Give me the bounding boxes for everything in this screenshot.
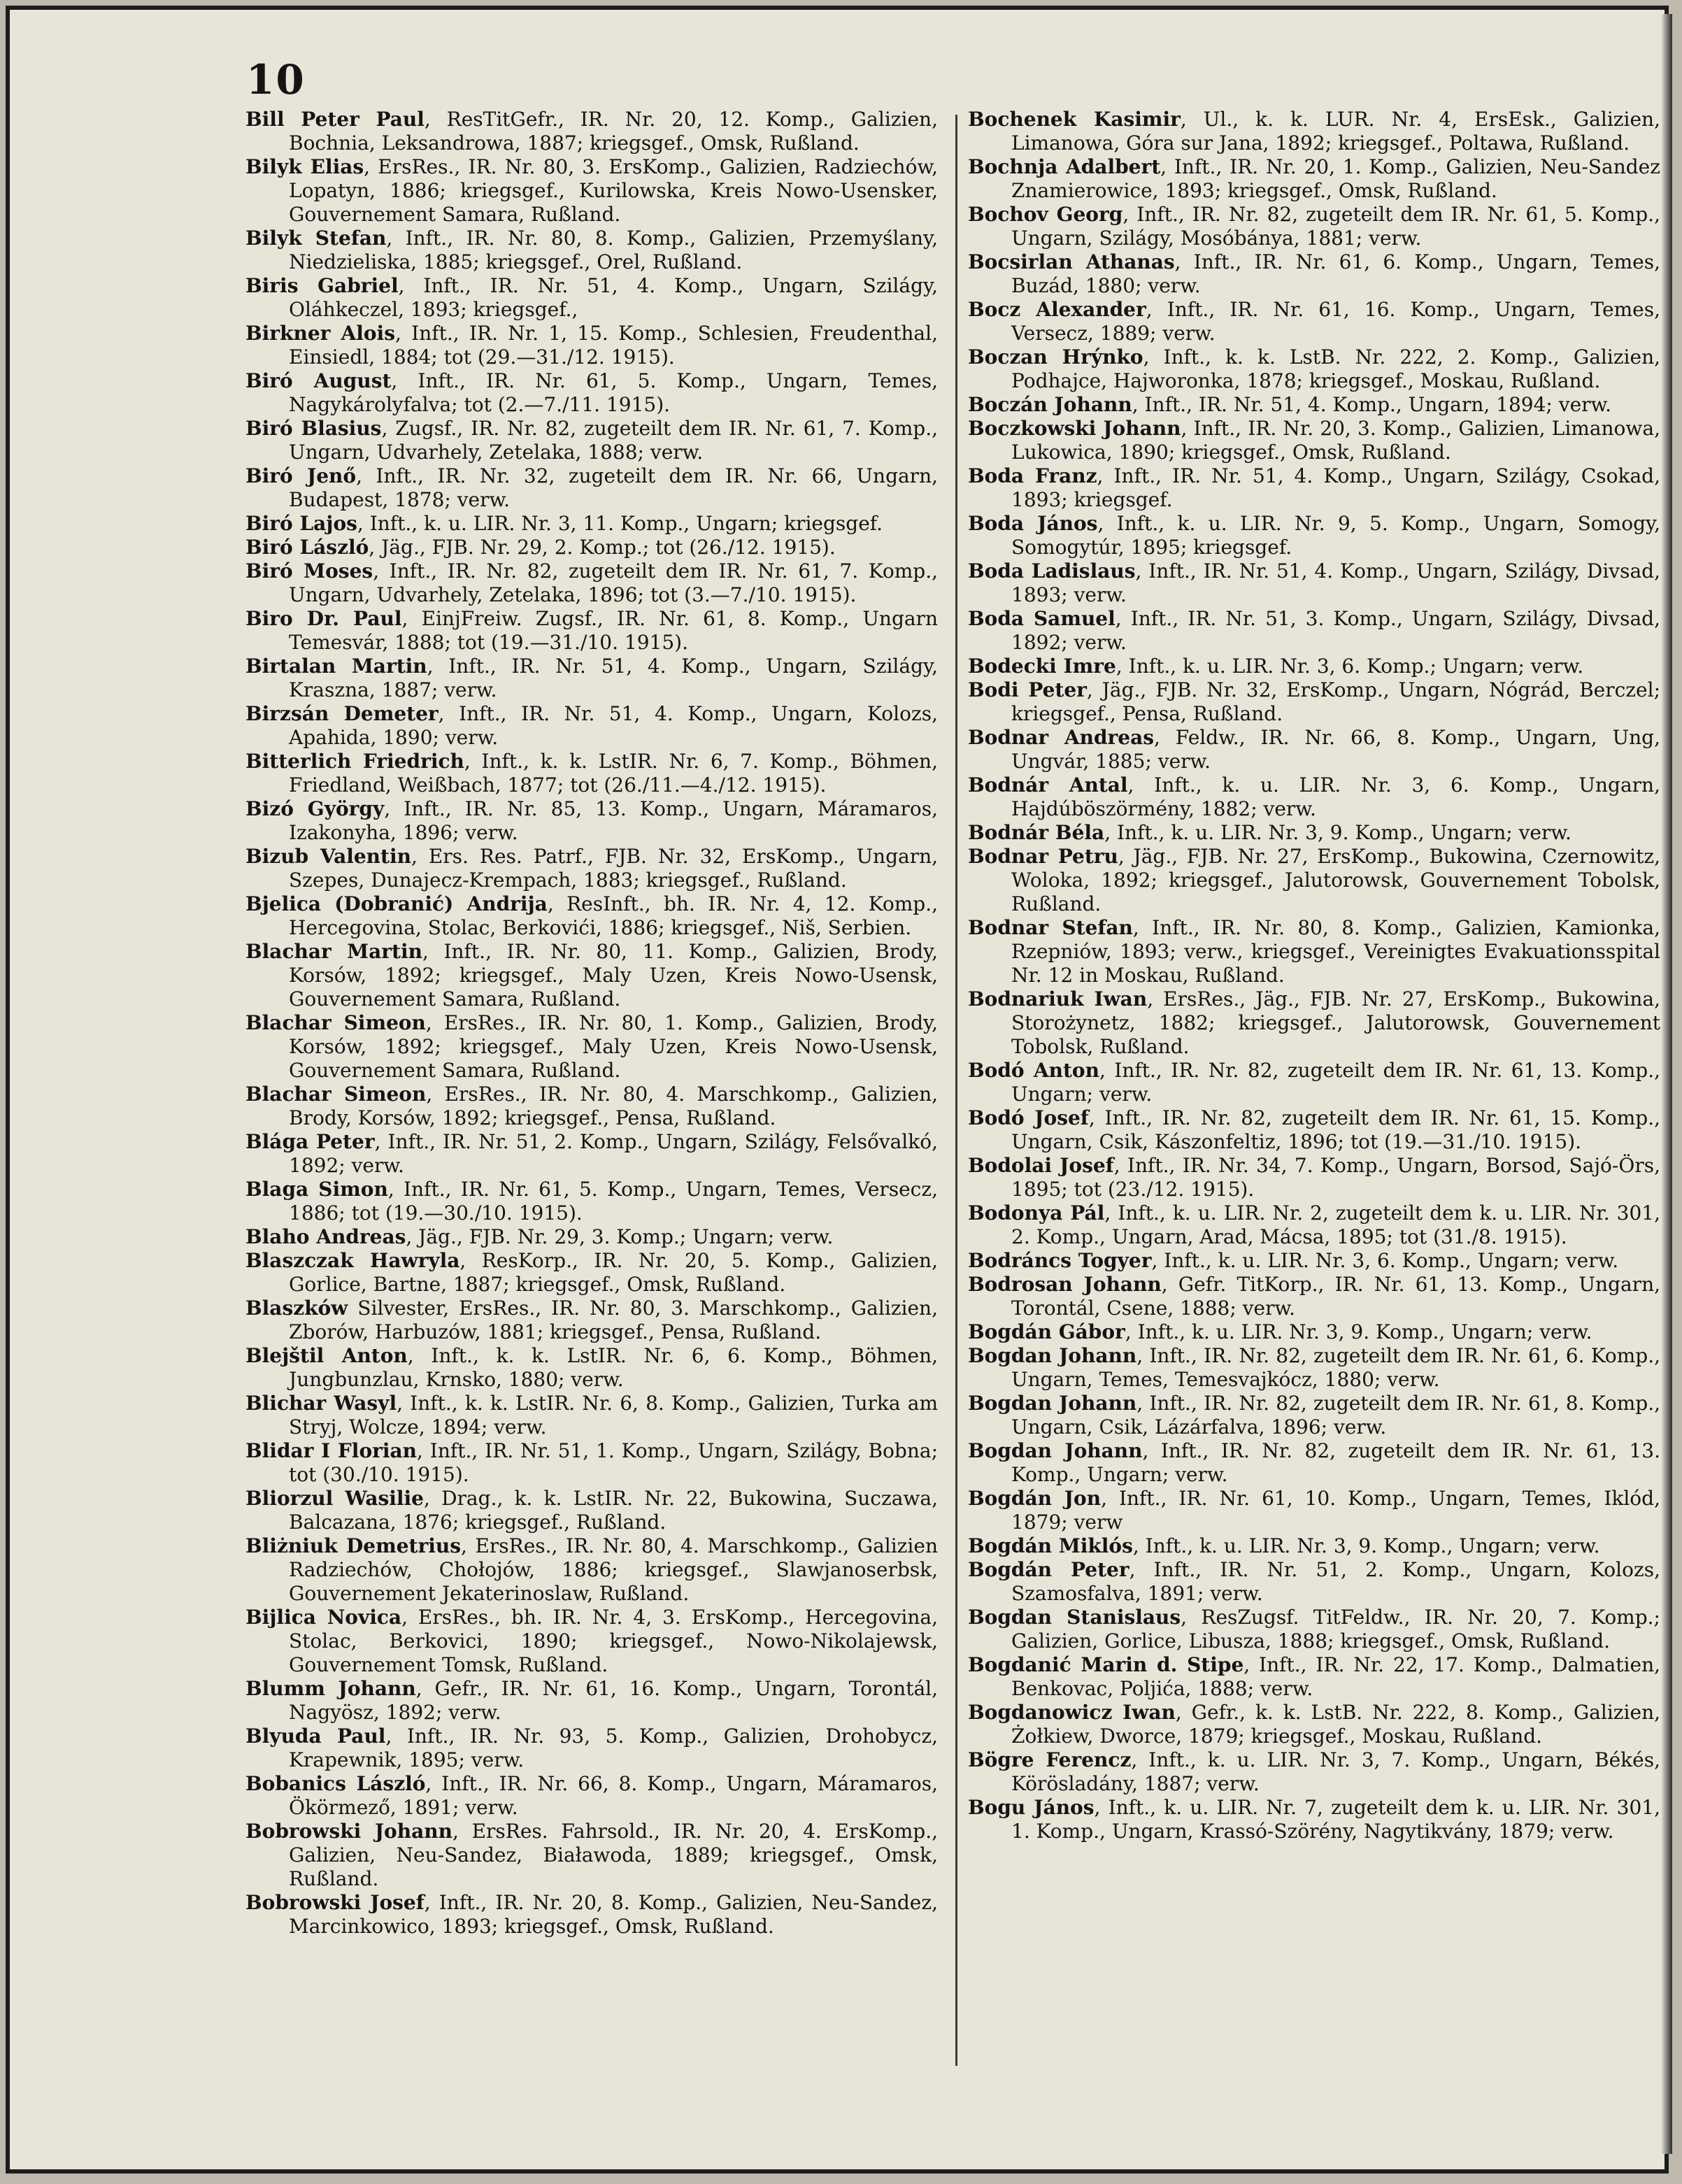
entry-details: , Inft., k. u. LIR. Nr. 3, 9. Komp., Ungarn; verw. [1104,821,1571,844]
entry-name: Bodnar Petru [968,845,1118,868]
entry-details: , Inft., k. u. LIR. Nr. 2, zugeteilt dem k. u. LIR. Nr. 301, 2. Komp., Ungarn, Arad, Mácsa, 1895; tot (31./8. 1915). [1011,1201,1660,1248]
entry-details: , Inft., IR. Nr. 80, 8. Komp., Galizien, Przemyślany, Niedzieliska, 1885; kriegsgef., Orel, Rußland. [289,227,938,273]
entry-name: Boda Samuel [968,607,1116,630]
register-entry [968,1320,1660,1344]
register-entry [968,155,1660,203]
entry-name: Bodecki Imre [968,655,1116,678]
entry-details: , Inft., k. u. LIR. Nr. 3, 6. Komp.; Ungarn; verw. [1116,655,1584,678]
entry-details: , Jäg., FJB. Nr. 29, 3. Komp.; Ungarn; verw. [406,1225,834,1248]
entry-name: Blachar Simeon [245,1083,427,1106]
entry-name: Bogdan Johann [968,1392,1137,1415]
register-entry [245,274,938,322]
entry-name: Bodrosan Johann [968,1273,1162,1296]
entry-details: , Inft., k. u. LIR. Nr. 7, zugeteilt dem k. u. LIR. Nr. 301, 1. Komp., Ungarn, Krassó-Szörény, Nagytikvány, 1879; verw. [1011,1796,1660,1843]
register-entry [968,1606,1660,1653]
register-entry [968,845,1660,916]
entry-name: Blaszczak Hawryla [245,1249,460,1272]
entry-name: Bilyk Elias [245,155,364,178]
entry-details: , Inft., IR. Nr. 51, 2. Komp., Ungarn, Szilágy, Felsővalkó, 1892; verw. [289,1130,938,1177]
register-entry [245,1178,938,1225]
register-entry [245,1249,938,1297]
entry-name: Boczán Johann [968,393,1132,416]
entry-details: , Inft., k. u. LIR. Nr. 3, 9. Komp., Ungarn; verw. [1125,1320,1592,1343]
entry-name: Blaszków [245,1297,348,1320]
entry-name: Bizó György [245,797,385,820]
register-entry [245,750,938,797]
register-entry [245,322,938,369]
entry-name: Blága Peter [245,1130,375,1153]
register-entry [245,536,938,559]
entry-details: , Gefr., IR. Nr. 61, 16. Komp., Ungarn, Torontál, Nagyösz, 1892; verw. [289,1677,939,1724]
entry-name: Boczan Hrýnko [968,345,1143,369]
register-entry [245,1297,938,1344]
entry-details: , Inft., IR. Nr. 80, 11. Komp., Galizien, Brody, Korsów, 1892; kriegsgef., Maly Uzen, Kreis Nowo-Usensk, Gouvernement Samara, Rußland. [289,940,938,1011]
register-entry [968,916,1660,987]
register-entry [968,1344,1660,1392]
register-entry [245,1772,938,1820]
register-entry [968,1534,1660,1558]
page-number: 10 [246,56,306,104]
entry-name: Bogdanowicz Iwan [968,1701,1176,1724]
entry-name: Birkner Alois [245,322,395,345]
entry-name: Bogdan Johann [968,1439,1143,1462]
register-entry [968,1558,1660,1606]
entry-details: , Inft., k. u. LIR. Nr. 3, 11. Komp., Ungarn; kriegsgef. [357,512,883,535]
entry-details: , Inft., IR. Nr. 61, 5. Komp., Ungarn, Temes, Nagykárolyfalva; tot (2.—7./11. 1915). [289,369,938,416]
document-page [6,6,1669,2174]
entry-details: , ResKorp., IR. Nr. 20, 5. Komp., Galizien, Gorlice, Bartne, 1887; kriegsgef., Omsk, Rußland. [289,1249,938,1296]
register-entry [245,1677,938,1725]
entry-details: , Ul., k. k. LUR. Nr. 4, ErsEsk., Galizien, Limanowa, Góra sur Jana, 1892; kriegsgef., Poltawa, Rußland. [1011,108,1660,155]
entry-name: Bogdán Jon [968,1487,1102,1510]
entry-details: , Inft., k. u. LIR. Nr. 3, 9. Komp., Ungarn; verw. [1132,1534,1600,1557]
entry-details: , Inft., IR. Nr. 85, 13. Komp., Ungarn, Máramaros, Izakonyha, 1896; verw. [289,797,938,844]
entry-name: Bobanics László [245,1772,426,1795]
register-entry [245,702,938,750]
entry-name: Bilyk Stefan [245,227,387,250]
entry-details: , Inft., IR. Nr. 61, 5. Komp., Ungarn, Temes, Versecz, 1886; tot (19.—30./10. 1915). [289,1178,939,1225]
register-entry [968,1059,1660,1106]
entry-details: , Inft., IR. Nr. 61, 16. Komp., Ungarn, Temes, Versecz, 1889; verw. [1011,298,1660,345]
entry-details: , ResTitGefr., IR. Nr. 20, 12. Komp., Galizien, Bochnia, Leksandrowa, 1887; kriegsgef., Omsk, Rußland. [289,108,938,155]
register-entry [968,607,1660,655]
entry-details: , Jäg., FJB. Nr. 29, 2. Komp.; tot (26./12. 1915). [369,536,836,559]
register-entry [968,512,1660,559]
entry-name: Blaho Andreas [245,1225,406,1248]
entry-details: , Inft., IR. Nr. 51, 4. Komp., Ungarn, Szilágy, Divsad, 1893; verw. [1011,559,1660,606]
entry-name: Bocz Alexander [968,298,1146,321]
register-entry [968,298,1660,345]
entry-name: Blachar Martin [245,940,422,963]
register-entry [968,1701,1660,1748]
register-entry [245,797,938,845]
register-entry [968,678,1660,726]
entry-name: Bogdan Johann [968,1344,1137,1367]
entry-name: Biró Jenő [245,464,357,487]
entry-details: , Inft., k. k. LstIR. Nr. 6, 8. Komp., Galizien, Turka am Stryj, Wolcze, 1894; verw. [289,1392,938,1439]
entry-name: Boda Franz [968,464,1097,487]
entry-details: , ErsRes., IR. Nr. 80, 3. ErsKomp., Galizien, Radziechów, Lopatyn, 1886; kriegsgef., Kurilowska, Kreis Nowo-Usensker, Gouvernement Samara, Rußland. [289,155,938,226]
entry-name: Bodonya Pál [968,1201,1105,1225]
register-entry [245,1225,938,1249]
register-entry [245,227,938,274]
register-entry [968,1439,1660,1487]
entry-details: , ResInft., bh. IR. Nr. 4, 12. Komp., Hercegovina, Stolac, Berkovići, 1886; kriegsgef., Niš, Serbien. [289,892,938,939]
register-entry [245,1534,938,1606]
register-entry [245,1083,938,1130]
register-entry [968,655,1660,678]
entry-name: Boda János [968,512,1098,535]
entry-name: Biris Gabriel [245,274,399,297]
entry-details: , Zugsf., IR. Nr. 82, zugeteilt dem IR. Nr. 61, 7. Komp., Ungarn, Udvarhely, Zetelaka, 1888; verw. [289,417,938,464]
entry-details: , Inft., IR. Nr. 51, 2. Komp., Ungarn, Kolozs, Szamosfalva, 1891; verw. [1011,1558,1660,1605]
entry-name: Bobrowski Johann [245,1820,452,1843]
entry-name: Blachar Simeon [245,1011,426,1034]
entry-details: , Inft., k. u. LIR. Nr. 3, 7. Komp., Ungarn, Békés, Körösladány, 1887; verw. [1011,1748,1660,1795]
register-entry [968,250,1660,298]
entry-details: , Drag., k. k. LstIR. Nr. 22, Bukowina, Suczawa, Balcazana, 1876; kriegsgef., Rußland. [289,1487,938,1534]
register-entry [968,987,1660,1059]
entry-name: Birzsán Demeter [245,702,439,725]
register-entry [968,1249,1660,1273]
register-entry [245,1011,938,1083]
entry-details: , Inft., IR. Nr. 34, 7. Komp., Ungarn, Borsod, Sajó-Örs, 1895; tot (23./12. 1915). [1011,1154,1660,1201]
register-entry [968,345,1660,393]
register-entry [968,1273,1660,1320]
entry-name: Bodnariuk Iwan [968,987,1148,1011]
entry-name: Bitterlich Friedrich [245,750,464,773]
entry-name: Biró Blasius [245,417,382,440]
entry-details: , Inft., IR. Nr. 82, zugeteilt dem IR. Nr. 61, 6. Komp., Ungarn, Temes, Temesvajkócz, 1880; verw. [1011,1344,1660,1391]
page-edge-shadow [1661,14,1672,2154]
entry-details: , Inft., IR. Nr. 22, 17. Komp., Dalmatien, Benkovac, Poljića, 1888; verw. [1011,1653,1660,1700]
entry-name: Bochenek Kasimir [968,108,1181,131]
entry-details: , Inft., k. k. LstIR. Nr. 6, 7. Komp., Böhmen, Friedland, Weißbach, 1877; tot (26./11.—4./12. 1915). [289,750,938,797]
entry-details: , ErsRes., IR. Nr. 80, 4. Marschkomp., Galizien Radziechów, Chołojów, 1886; kriegsgef., Slawjanoserbsk, Gouvernement Jekaterinoslaw, Rußland. [289,1534,938,1605]
entry-name: Bobrowski Josef [245,1891,425,1914]
entry-details: , Inft., IR. Nr. 82, zugeteilt dem IR. Nr. 61, 15. Komp., Ungarn, Csik, Kászonfeltiz, 1896; tot (19.—31./10. 1915). [1011,1106,1661,1153]
entry-details: , Inft., k. u. LIR. Nr. 9, 5. Komp., Ungarn, Somogy, Somogytúr, 1895; kriegsgef. [1011,512,1660,559]
entry-name: Blejštil Anton [245,1344,408,1367]
entry-name: Bocsirlan Athanas [968,250,1175,273]
entry-name: Bjelica (Dobranić) Andrija [245,892,548,915]
register-entry [968,1201,1660,1249]
entry-name: Blyuda Paul [245,1725,386,1748]
entry-name: Blichar Wasyl [245,1392,397,1415]
entry-details: , Jäg., FJB. Nr. 27, ErsKomp., Bukowina, Czernowitz, Woloka, 1892; kriegsgef., Jalutorowsk, Gouvernement Tobolsk, Rußland. [1011,845,1660,915]
entry-details: , ResZugsf. TitFeldw., IR. Nr. 20, 7. Komp.; Galizien, Gorlice, Libusza, 1888; kriegsgef., Omsk, Rußland. [1011,1606,1660,1653]
entry-details: , Inft., IR. Nr. 82, zugeteilt dem IR. Nr. 61, 13. Komp., Ungarn; verw. [1011,1439,1660,1486]
entry-details: , ErsRes., bh. IR. Nr. 4, 3. ErsKomp., Hercegovina, Stolac, Berkovici, 1890; kriegsgef., Nowo-Nikolajewsk, Gouvernement Tomsk, Rußland. [289,1606,938,1676]
register-entry [968,1653,1660,1701]
register-entry [245,1820,938,1891]
register-entry [245,1392,938,1439]
entry-details: , Inft., IR. Nr. 82, zugeteilt dem IR. Nr. 61, 8. Komp., Ungarn, Csik, Lázárfalva, 1896; verw. [1011,1392,1660,1439]
register-entry [968,417,1660,464]
entry-details: , Inft., k. u. LIR. Nr. 3, 6. Komp., Ungarn; verw. [1151,1249,1619,1272]
register-entry [968,1796,1660,1843]
entry-name: Bogdán Miklós [968,1534,1133,1557]
entry-name: Bodnar Andreas [968,726,1155,749]
left-column [245,108,938,1939]
entry-name: Bodó Anton [968,1059,1099,1082]
entry-details: , ErsRes. Fahrsold., IR. Nr. 20, 4. ErsKomp., Galizien, Neu-Sandez, Białawoda, 1889; kriegsgef., Omsk, Rußland. [289,1820,938,1890]
entry-name: Bogdán Gábor [968,1320,1125,1343]
register-entry [968,203,1660,250]
entry-name: Birtalan Martin [245,655,427,678]
entry-details: , Inft., IR. Nr. 66, 8. Komp., Ungarn, Máramaros, Ökörmező, 1891; verw. [289,1772,938,1819]
entry-details: , Inft., k. k. LstIR. Nr. 6, 6. Komp., Böhmen, Jungbunzlau, Krnsko, 1880; verw. [289,1344,939,1391]
column-divider [955,115,957,2066]
entry-details: , Inft., IR. Nr. 51, 4. Komp., Ungarn, Szilágy, Kraszna, 1887; verw. [289,655,938,701]
register-entry [968,1106,1660,1154]
entry-details: , ErsRes., IR. Nr. 80, 1. Komp., Galizien, Brody, Korsów, 1892; kriegsgef., Maly Uzen, Kreis Nowo-Usensk, Gouvernement Samara, Rußland. [289,1011,938,1082]
entry-details: , Inft., IR. Nr. 51, 4. Komp., Ungarn, Szilágy, Csokad, 1893; kriegsgef. [1011,464,1660,511]
register-entry [245,607,938,655]
entry-details: , ErsRes., IR. Nr. 80, 4. Marschkomp., Galizien, Brody, Korsów, 1892; kriegsgef., Pensa, Rußland. [289,1083,939,1129]
entry-name: Bodi Peter [968,678,1087,701]
entry-details: , Inft., IR. Nr. 20, 3. Komp., Galizien, Limanowa, Lukowica, 1890; kriegsgef., Omsk, Rußland. [1011,417,1660,464]
register-entry [245,1725,938,1772]
entry-name: Blaga Simon [245,1178,388,1201]
entry-name: Bodnar Stefan [968,916,1133,939]
entry-name: Biró László [245,536,369,559]
entry-name: Bochnja Adalbert [968,155,1161,178]
entry-details: , Feldw., IR. Nr. 66, 8. Komp., Ungarn, Ung, Ungvár, 1885; verw. [1011,726,1660,773]
entry-name: Boczkowski Johann [968,417,1181,440]
entry-details: , Inft., IR. Nr. 82, zugeteilt dem IR. Nr. 61, 7. Komp., Ungarn, Udvarhely, Zetelaka, 1896; tot (3.—7./10. 1915). [289,559,938,606]
register-entry [245,892,938,940]
register-entry [245,108,938,155]
entry-details: , Inft., IR. Nr. 51, 4. Komp., Ungarn, Szilágy, Oláhkeczel, 1893; kriegsgef., [289,274,938,321]
entry-name: Bill Peter Paul [245,108,425,131]
register-entry [968,1748,1660,1796]
register-entry [245,1439,938,1487]
register-entry [245,155,938,227]
entry-details: , Inft., IR. Nr. 93, 5. Komp., Galizien, Drohobycz, Krapewnik, 1895; verw. [289,1725,939,1771]
register-entry [245,512,938,536]
right-column [968,108,1660,1843]
entry-details: , Jäg., FJB. Nr. 32, ErsKomp., Ungarn, Nógrád, Berczel; kriegsgef., Pensa, Rußland. [1011,678,1661,725]
entry-name: Bijlica Novica [245,1606,402,1629]
entry-name: Bogdan Stanislaus [968,1606,1181,1629]
register-entry [968,1154,1660,1201]
register-entry [245,369,938,417]
entry-name: Bochov Georg [968,203,1123,226]
entry-details: , Inft., IR. Nr. 82, zugeteilt dem IR. Nr. 61, 13. Komp., Ungarn; verw. [1011,1059,1660,1106]
entry-name: Biró Moses [245,559,373,583]
entry-details: , Inft., IR. Nr. 51, 4. Komp., Ungarn, 1894; verw. [1132,393,1612,416]
entry-details: , Inft., IR. Nr. 51, 4. Komp., Ungarn, Kolozs, Apahida, 1890; verw. [289,702,938,749]
register-entry [245,1344,938,1392]
entry-name: Bodolai Josef [968,1154,1114,1177]
entry-name: Bliorzul Wasilie [245,1487,424,1510]
entry-details: , Inft., IR. Nr. 1, 15. Komp., Schlesien, Freudenthal, Einsiedl, 1884; tot (29.—31./12. 1915). [289,322,938,369]
register-entry [968,773,1660,821]
register-entry [245,1130,938,1178]
entry-name: Bogu János [968,1796,1095,1819]
register-entry [968,821,1660,845]
register-entry [968,559,1660,607]
entry-name: Biró August [245,369,392,392]
entry-details: , Ers. Res. Patrf., FJB. Nr. 32, ErsKomp., Ungarn, Szepes, Dunajecz-Krempach, 1883; kriegsgef., Rußland. [289,845,939,892]
entry-name: Bodó Josef [968,1106,1089,1129]
entry-details: , Inft., IR. Nr. 82, zugeteilt dem IR. Nr. 61, 5. Komp., Ungarn, Szilágy, Mosóbánya, 1881; verw. [1011,203,1660,250]
entry-name: Biró Lajos [245,512,357,535]
register-entry [968,1487,1660,1534]
entry-details: , Inft., k. k. LstB. Nr. 222, 2. Komp., Galizien, Podhajce, Hajworonka, 1878; kriegsgef., Moskau, Rußland. [1011,345,1661,392]
register-entry [968,464,1660,512]
entry-details: , Inft., k. u. LIR. Nr. 3, 6. Komp., Ungarn, Hajdúböszörmény, 1882; verw. [1011,773,1660,820]
entry-details: , Inft., IR. Nr. 20, 1. Komp., Galizien, Neu-Sandez Znamierowice, 1893; kriegsgef., Omsk, Rußland. [1011,155,1660,202]
register-entry [245,1891,938,1939]
entry-name: Biro Dr. Paul [245,607,402,630]
entry-name: Bogdán Peter [968,1558,1129,1581]
entry-details: , Gefr., k. k. LstB. Nr. 222, 8. Komp., Galizien, Żołkiew, Dworce, 1879; kriegsgef., Moskau, Rußland. [1011,1701,1661,1748]
entry-name: Blumm Johann [245,1677,416,1700]
entry-details: , Inft., IR. Nr. 51, 1. Komp., Ungarn, Szilágy, Bobna; tot (30./10. 1915). [289,1439,938,1486]
entry-details: , Inft., IR. Nr. 80, 8. Komp., Galizien, Kamionka, Rzepniów, 1893; verw., kriegsgef., Vereinigtes Evakuationsspital Nr. 12 in Moskau, Rußland. [1011,916,1660,987]
register-entry [968,726,1660,773]
register-entry [968,108,1660,155]
register-entry [245,655,938,702]
entry-details: , Inft., IR. Nr. 61, 10. Komp., Ungarn, Temes, Iklód, 1879; verw [1011,1487,1660,1534]
register-entry [245,845,938,892]
entry-details: , Inft., IR. Nr. 20, 8. Komp., Galizien, Neu-Sandez, Marcinkowico, 1893; kriegsgef., Omsk, Rußland. [289,1891,939,1938]
entry-details: , Inft., IR. Nr. 51, 3. Komp., Ungarn, Szilágy, Divsad, 1892; verw. [1011,607,1661,654]
entry-details: , Gefr. TitKorp., IR. Nr. 61, 13. Komp., Ungarn, Torontál, Csene, 1888; verw. [1011,1273,1660,1320]
register-entry [245,940,938,1011]
register-entry [968,393,1660,417]
entry-name: Bliżniuk Demetrius [245,1534,461,1557]
register-entry [245,464,938,512]
entry-name: Boda Ladislaus [968,559,1136,583]
entry-name: Blidar I Florian [245,1439,418,1462]
entry-details: , Inft., IR. Nr. 32, zugeteilt dem IR. Nr. 66, Ungarn, Budapest, 1878; verw. [289,464,939,511]
register-entry [968,1392,1660,1439]
entry-details: , EinjFreiw. Zugsf., IR. Nr. 61, 8. Komp., Ungarn Temesvár, 1888; tot (19.—31./10. 1915). [289,607,938,654]
entry-details: Silvester, ErsRes., IR. Nr. 80, 3. Marschkomp., Galizien, Zborów, Harbuzów, 1881; kriegsgef., Pensa, Rußland. [289,1297,938,1343]
entry-name: Bodráncs Togyer [968,1249,1152,1272]
entry-name: Bogdanić Marin d. Stipe [968,1653,1244,1676]
register-entry [245,559,938,607]
register-entry [245,417,938,464]
entry-name: Bögre Ferencz [968,1748,1132,1771]
register-entry [245,1487,938,1534]
entry-name: Bodnár Béla [968,821,1105,844]
register-entry [245,1606,938,1677]
entry-details: , Inft., IR. Nr. 61, 6. Komp., Ungarn, Temes, Buzád, 1880; verw. [1011,250,1661,297]
entry-name: Bizub Valentin [245,845,411,868]
entry-details: , ErsRes., Jäg., FJB. Nr. 27, ErsKomp., Bukowina, Storożynetz, 1882; kriegsgef., Jalutorowsk, Gouvernement Tobolsk, Rußland. [1011,987,1661,1058]
entry-name: Bodnár Antal [968,773,1128,797]
